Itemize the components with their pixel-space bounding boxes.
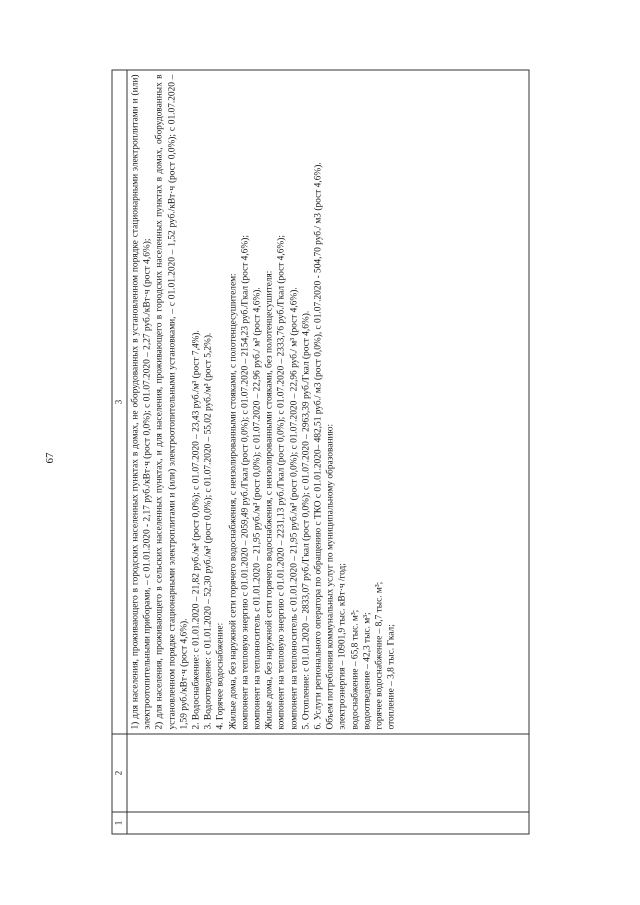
content-line: водоотведение – 42,3 тыс. м³; [361, 612, 372, 730]
content-line: 1) для населения, проживающего в городских населенных пунктах в домах, не оборудованных в установленном порядке стационарными электроплитами и (или) электроотопительными приборами, – с 01.01.2020 - 2,17 руб./кВт·ч (рост 0,0%); с 01.07.2020 – 2,27 руб./кВт·ч (рост 4,6%); [130, 74, 153, 730]
body-col-1 [127, 812, 529, 834]
table-header-row [112, 70, 127, 834]
rotated-table-container [111, 70, 529, 835]
content-line: Объем потребления коммунальных услуг по муниципальному образованию: [325, 423, 336, 730]
content-line: компонент на тепловую энергию с 01.01.2020 – 2059,49 руб./Гкал (рост 0,0%); с 01.07.2020 – 2154,23 руб./Гкал (рост 4,6%); [239, 235, 250, 730]
content-line: электроэнергия – 10901,9 тыс. кВт·ч /год; [337, 563, 348, 730]
content-line: компонент на тепловую энергию с 01.01.2020 – 2231,13 руб./Гкал (рост 0,0%); с 01.07.2020 – 2333,76 руб./Гкал (рост 4,6%); [276, 235, 287, 730]
table-body-row [127, 70, 529, 834]
content-line: компонент на теплоноситель с 01.01.2020 – 21,95 руб./м³ (рост 0,0%); с 01.07.2020 – 22,96 руб./ м³ (рост 4,6%). [252, 287, 263, 730]
content-line: 2) для населения, проживающего в сельских населенных пунктах, и для населения, проживающего в городских населенных пунктах в домах, оборудованных в установленном порядке стационарными электроплитами и (или) электроотопительными установками, – с 01.01.2020 – 1,52 руб./кВт·ч (рост 0,0%); с 01.07.2020 – 1,59 руб./кВт·ч (рост 4,6%). [154, 74, 189, 730]
body-col-2 [127, 734, 529, 812]
content-line: 2. Водоснабжение: с 01.01.2020 – 21,82 руб./м³ (рост 0,0%); с 01.07.2020 – 23,43 руб./м³ (рост 7,4%). [191, 330, 202, 730]
content-line: Жилые дома, без наружной сети горячего водоснабжения, с неизолированными стояками, с полотенцесушителем: [227, 273, 238, 730]
tariff-content-cell [127, 70, 529, 734]
header-col-2: 2 [112, 734, 127, 812]
tariff-table [111, 70, 529, 835]
content-line: водоснабжение – 65,8 тыс. м³; [349, 609, 360, 730]
content-line: 4. Горячее водоснабжение: [215, 622, 226, 730]
content-line: 3. Водоотведение: с 01.01.2020 – 52,30 руб./м³ (рост 0,0%); с 01.07.2020 – 55,02 руб./м³ (рост 5,2%). [203, 332, 214, 730]
content-line: горячее водоснабжение – 8,7 тыс. м³; [374, 581, 385, 730]
content-line: отопление – 3,8 тыс. Гкал; [386, 624, 397, 730]
content-line: Жилые дома, без наружной сети горячего водоснабжения, с неизолированными стояками, без полотенцесушителя: [264, 270, 275, 730]
content-line: 6. Услуги регионального оператора по обращению с ТКО с 01.01.2020– 482,51 руб./ м3 (рост 0,0%), с 01.07.2020 - 504,70 руб./ м3 (рост 4,6%). [313, 162, 324, 730]
content-line: 5. Отопление: с 01.01.2020 – 2833,07 руб./Гкал (рост 0,0%); с 01.07.2020 – 2963,39 руб./Гкал (рост 4,6%). [300, 310, 311, 730]
header-col-1: 1 [112, 812, 127, 834]
content-line: компонент на теплоноситель с 01.01.2020 – 21,95 руб./м³ (рост 0,0%); с 01.07.2020 – 22,96 руб./ м³ (рост 4,6%). [288, 287, 299, 730]
header-col-3: 3 [112, 70, 127, 734]
page-number: 67 [44, 452, 56, 464]
